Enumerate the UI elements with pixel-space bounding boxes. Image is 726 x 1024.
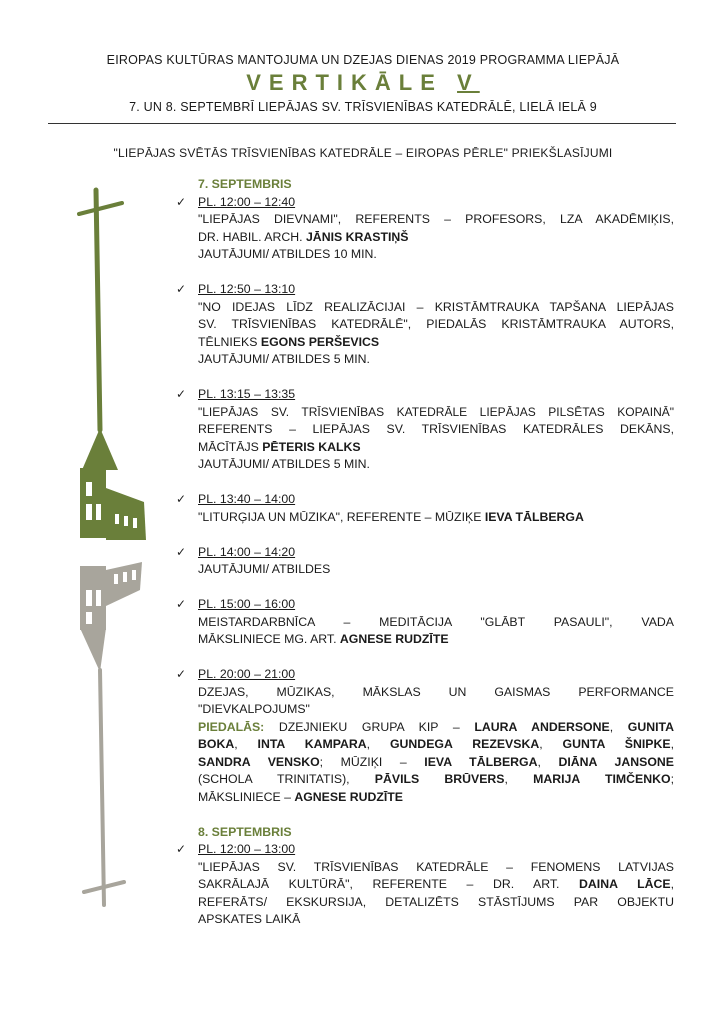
checkmark-icon: ✓: [176, 492, 187, 506]
item-text: "LITURĢIJA UN MŪZIKA", REFERENTE – MŪZIĶE: [198, 509, 485, 524]
speaker-name: PĒTERIS KALKS: [262, 439, 361, 454]
checkmark-icon: ✓: [176, 597, 187, 611]
item-line: [198, 736, 674, 754]
item-text: ,: [504, 772, 534, 786]
day-heading-1: 7. SEPTEMBRIS: [198, 177, 292, 191]
header-event-line: EIROPAS KULTŪRAS MANTOJUMA UN DZEJAS DIENAS 2019 PROGRAMMA LIEPĀJĀ: [106, 53, 620, 67]
participant-name: GUNDEGA REZEVSKA: [389, 737, 540, 751]
item-text: ; MŪZIĶI –: [319, 754, 425, 769]
day-heading-2: 8. SEPTEMBRIS: [198, 824, 292, 839]
item-time: PL. 12:00 – 13:00: [198, 842, 296, 856]
participant-name: DIĀNA JANSONE: [558, 754, 674, 769]
item-line: [198, 439, 674, 457]
item-line: "LIEPĀJAS DIEVNAMI", REFERENTS – PROFESORS, LZA AKADĒMIĶIS,: [198, 212, 674, 226]
item-time: PL. 15:00 – 16:00: [198, 597, 296, 611]
program-item: [176, 666, 674, 806]
speaker-name: IEVA TĀLBERGA: [484, 509, 584, 524]
cross-bottom-icon: [84, 670, 124, 905]
item-time: PL. 13:15 – 13:35: [198, 387, 296, 401]
item-line: [198, 754, 674, 772]
item-text: ,: [609, 719, 628, 734]
program-content: [176, 176, 674, 929]
speaker-name: JĀNIS KRASTIŅŠ: [305, 229, 409, 244]
item-line: REFERENTS – LIEPĀJAS SV. TRĪSVIENĪBAS KATEDRĀLES DEKĀNS,: [198, 422, 674, 436]
item-line: "LIEPĀJAS SV. TRĪSVIENĪBAS KATEDRĀLE LIEPĀJAS PILSĒTAS KOPAINĀ": [198, 404, 674, 419]
checkmark-icon: ✓: [176, 544, 187, 559]
item-text: SAKRĀLAJĀ KULTŪRĀ", REFERENTE – DR. ART.: [198, 877, 580, 891]
speaker-name: AGNESE RUDZĪTE: [339, 632, 449, 646]
item-text: MĀKSLINIECE MG. ART.: [198, 632, 340, 646]
header-date-venue: 7. UN 8. SEPTEMBRĪ LIEPĀJAS SV. TRĪSVIENĪBAS KATEDRĀLĒ, LIELĀ IELĀ 9: [129, 100, 597, 114]
item-text: ,: [539, 737, 563, 751]
checkmark-icon: ✓: [176, 194, 187, 209]
program-item: [176, 841, 674, 929]
item-line: [198, 229, 674, 247]
participant-name: MARIJA TIMČENKO: [533, 772, 671, 786]
participant-name: BOKA: [198, 737, 235, 751]
item-text: ,: [670, 877, 675, 891]
page-title: [0, 70, 726, 96]
item-time: PL. 14:00 – 14:20: [198, 544, 296, 559]
item-line: [198, 334, 674, 352]
speaker-name: DAINA LĀCE: [579, 877, 671, 891]
title-main: VERTIKĀLE: [246, 70, 458, 95]
item-line: DZEJAS, MŪZIKAS, MĀKSLAS UN GAISMAS PERFORMANCE: [198, 684, 674, 699]
item-line: JAUTĀJUMI/ ATBILDES: [198, 562, 331, 576]
cross-top-icon: [79, 190, 122, 430]
church-grey-reflection-icon: [80, 562, 142, 672]
item-line: APSKATES LAIKĀ: [198, 912, 301, 926]
item-line: [198, 771, 674, 789]
item-text: ,: [234, 737, 258, 751]
checkmark-icon: ✓: [176, 842, 187, 856]
item-line: [198, 876, 674, 894]
item-line: SV. TRĪSVIENĪBAS KATEDRĀLĒ", PIEDALĀS KRISTĀMTRAUKA AUTORS,: [198, 317, 674, 331]
item-time: PL. 13:40 – 14:00: [198, 492, 296, 506]
title-v: V: [457, 70, 480, 95]
participant-name: INTA KAMPARA: [257, 737, 367, 751]
participant-name: IEVA TĀLBERGA: [424, 754, 538, 769]
item-text: MĀCĪTĀJS: [198, 439, 263, 454]
item-text: ,: [366, 737, 390, 751]
checkmark-icon: ✓: [176, 667, 187, 681]
item-line: JAUTĀJUMI/ ATBILDES 5 MIN.: [198, 457, 370, 471]
participant-name: AGNESE RUDZĪTE: [294, 789, 403, 804]
item-text: DZEJNIEKU GRUPA KIP –: [264, 719, 475, 734]
lecture-series-title: "LIEPĀJAS SVĒTĀS TRĪSVIENĪBAS KATEDRĀLE – EIROPAS PĒRLE" PRIEKŠLASĪJUMI: [113, 146, 613, 160]
item-line: JAUTĀJUMI/ ATBILDES 5 MIN.: [198, 352, 370, 366]
speaker-name: EGONS PERŠEVICS: [260, 334, 380, 349]
program-item: [176, 491, 674, 526]
item-line: "NO IDEJAS LĪDZ REALIZĀCIJAI – KRISTĀMTRAUKA TAPŠANA LIEPĀJAS: [198, 299, 674, 314]
item-line: [198, 631, 674, 649]
program-item: [176, 544, 674, 579]
item-time: PL. 12:00 – 12:40: [198, 194, 296, 209]
participant-name: LAURA ANDERSONE: [474, 719, 610, 734]
checkmark-icon: ✓: [176, 387, 187, 401]
item-line: REFERĀTS/ EKSKURSIJA, DETALIZĒTS STĀSTĪJUMS PAR OBJEKTU: [198, 894, 674, 909]
participant-name: PĀVILS BRŪVERS: [374, 772, 505, 786]
checkmark-icon: ✓: [176, 282, 187, 296]
church-green-icon: [80, 428, 146, 540]
program-item: [176, 386, 674, 474]
item-text: ,: [670, 737, 674, 751]
header-divider: [48, 123, 676, 124]
item-text: ,: [537, 754, 559, 769]
item-text: ;: [670, 772, 674, 786]
participant-name: GUNTA ŠNIPKE: [562, 737, 671, 751]
program-item: [176, 596, 674, 649]
item-line: [198, 509, 674, 527]
program-item: [176, 194, 674, 264]
item-text: DR. HABIL. ARCH.: [198, 229, 306, 244]
item-line: MEISTARDARBNĪCA – MEDITĀCIJA "GLĀBT PASAULI", VADA: [198, 614, 674, 629]
item-line: JAUTĀJUMI/ ATBILDES 10 MIN.: [198, 247, 377, 261]
participant-name: GUNITA: [627, 719, 674, 734]
program-item: [176, 281, 674, 369]
participants-label: PIEDALĀS:: [198, 719, 265, 734]
item-time: PL. 12:50 – 13:10: [198, 282, 296, 296]
item-line: "DIEVKALPOJUMS": [198, 702, 310, 716]
item-text: (SCHOLA TRINITATIS),: [198, 772, 375, 786]
item-line: "LIEPĀJAS SV. TRĪSVIENĪBAS KATEDRĀLE – FENOMENS LATVIJAS: [198, 859, 674, 874]
participant-name: SANDRA VENSKO: [198, 754, 320, 769]
item-line: [198, 719, 674, 737]
item-time: PL. 20:00 – 21:00: [198, 667, 296, 681]
item-text: TĒLNIEKS: [198, 334, 261, 349]
item-line: [198, 789, 674, 807]
item-text: MĀKSLINIECE –: [198, 789, 295, 804]
